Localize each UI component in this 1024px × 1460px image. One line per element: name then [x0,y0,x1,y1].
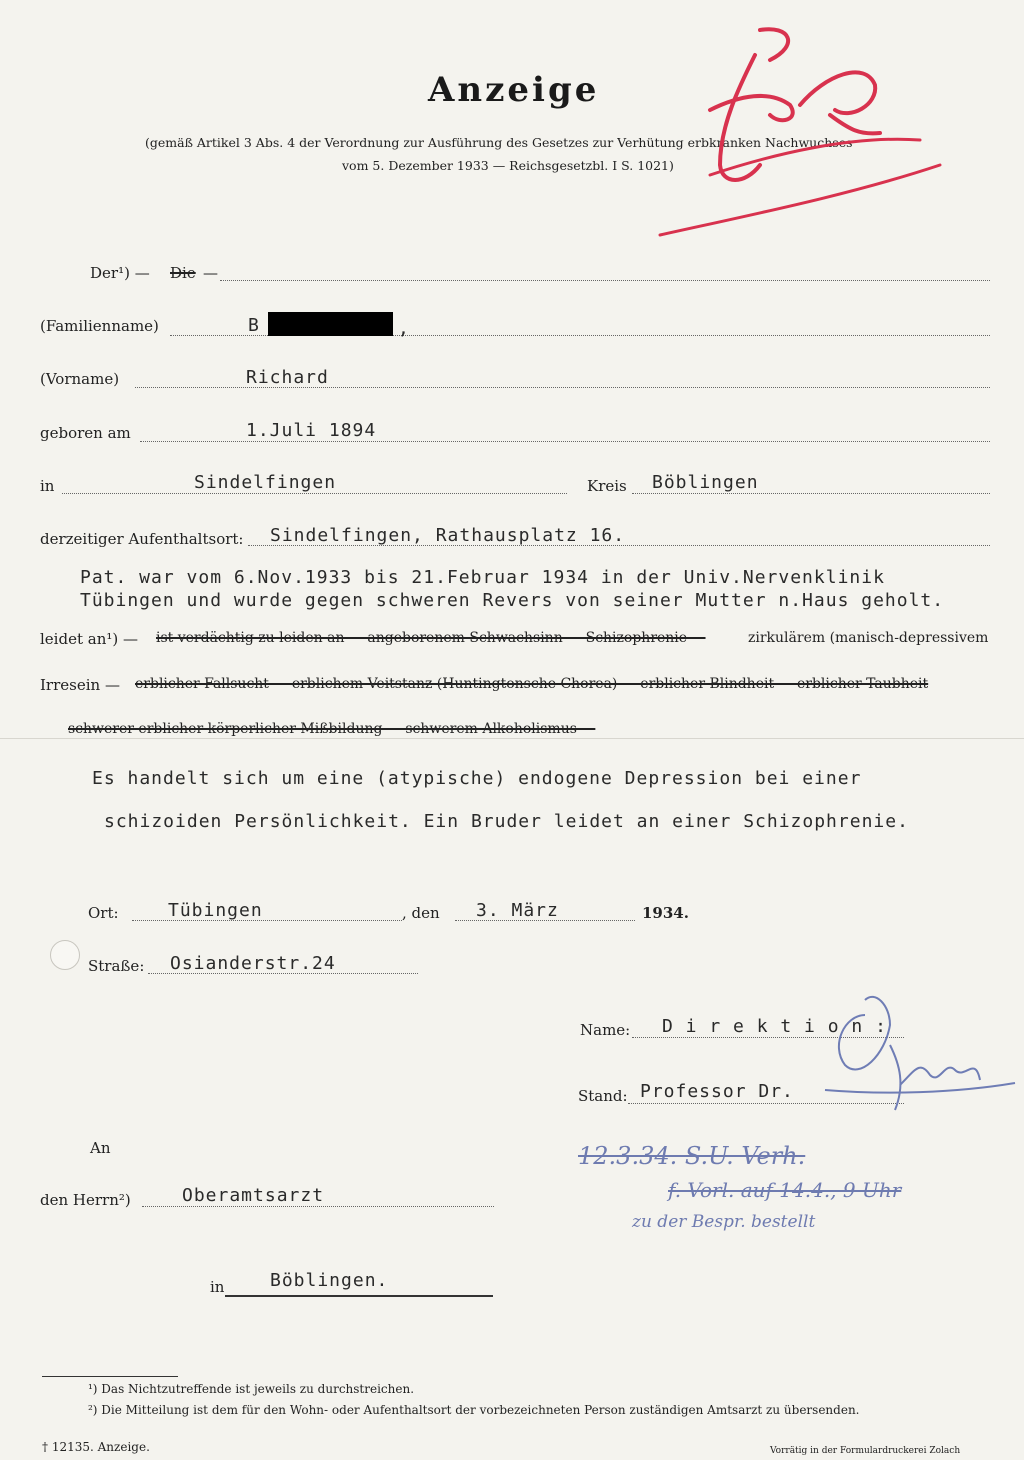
kreis-label: Kreis [587,477,627,495]
kreis-value: Böblingen [652,472,759,493]
in-value: Sindelfingen [194,472,337,493]
den-label: , den [402,904,440,922]
date-value: 3. März [476,900,559,921]
subtitle-line-1: (gemäß Artikel 3 Abs. 4 der Verordnung zur Ausführung des Gesetzes zur Verhütung erbkranken Nachwuchses [145,135,853,150]
leidet-kept-option: zirkulärem (manisch-depressivem [748,630,989,646]
redaction-bar [268,312,393,336]
page-title: Anzeige [428,70,600,110]
footnote-1: ¹) Das Nichtzutreffende ist jeweils zu durchstreichen. [88,1382,415,1396]
handwritten-note-2: f. Vorl. auf 14.4., 9 Uhr [668,1178,902,1202]
an-label: An [90,1139,111,1157]
vorname-label: (Vorname) [40,370,120,388]
in-label: in [40,477,55,495]
handwritten-note-1: 12.3.34. S.U. Verh. [578,1142,806,1170]
name-value: D i r e k t i o n : [662,1016,887,1037]
note-line-2: Tübingen und wurde gegen schweren Revers von seiner Mutter n.Haus geholt. [80,590,945,611]
subtitle-line-2: vom 5. Dezember 1933 — Reichsgesetzbl. I S. 1021) [342,158,674,173]
familienname-comma: , [398,318,410,339]
year-value: 1934. [642,904,689,922]
in-dotted-line [62,493,567,494]
irresein-struck-options: erblicher Fallsucht — erblichem Veitstanz (Huntingtonsche Chorea) — erblicher Blindheit — erblicher Taubheit [135,676,929,692]
familienname-label: (Familienname) [40,317,159,335]
form-number [42,1440,150,1454]
page-fold [0,738,1024,739]
note-line-1: Pat. war vom 6.Nov.1933 bis 21.Februar 1934 in der Univ.Nervenklinik [80,567,885,588]
in2-underline [225,1295,493,1297]
in2-value: Böblingen. [270,1270,389,1291]
der-dotted-line [220,280,990,281]
footnote-separator [42,1376,178,1377]
strasse-label: Straße: [88,957,145,975]
herrn-label: den Herrn²) [40,1191,131,1209]
der-dash: — [203,264,218,282]
stand-value: Professor Dr. [640,1081,794,1102]
geboren-dotted-line [140,441,990,442]
diagnosis-line-2: schizoiden Persönlichkeit. Ein Bruder leidet an einer Schizophrenie. [104,811,909,832]
herrn-dotted-line [142,1206,494,1207]
die-struck: Die [170,264,196,282]
aufenthalt-label: derzeitiger Aufenthaltsort: [40,530,244,548]
irresein-label: Irresein — [40,676,120,694]
familienname-value: B [248,315,260,336]
strasse-value: Osianderstr.24 [170,953,336,974]
handwritten-signature [805,985,1020,1125]
aufenthalt-value: Sindelfingen, Rathausplatz 16. [270,525,626,546]
dagger-icon: † [42,1440,48,1454]
ort-label: Ort: [88,904,119,922]
stand-label: Stand: [578,1087,628,1105]
leidet-label: leidet an¹) — [40,630,138,648]
form-number-text: 12135. Anzeige. [51,1440,150,1454]
handwritten-note-3: zu der Bespr. bestellt [632,1212,816,1232]
leidet-struck-options: ist verdächtig zu leiden an — angeborenem Schwachsinn — Schizophrenie — [156,630,706,646]
punch-hole [50,940,80,970]
footnote-2: ²) Die Mitteilung ist dem für den Wohn- oder Aufenthaltsort der vorbezeichneten Person zuständigen Amtsarzt zu übersenden. [88,1403,860,1417]
line3-struck-options: schwerer erblicher körperlicher Mißbildung — schwerem Alkoholismus — [68,721,596,737]
in2-label: in [210,1278,225,1296]
geboren-label: geboren am [40,424,131,442]
herrn-value: Oberamtsarzt [182,1185,325,1206]
vorname-value: Richard [246,367,329,388]
der-label: Der¹) — [90,264,150,282]
red-crayon-mark [650,15,950,245]
geboren-value: 1.Juli 1894 [246,420,377,441]
diagnosis-line-1: Es handelt sich um eine (atypische) endogene Depression bei einer [92,768,862,789]
name-label: Name: [580,1021,631,1039]
printer-note: Vorrätig in der Formulardruckerei Zolach [770,1446,961,1456]
ort-value: Tübingen [168,900,263,921]
kreis-dotted-line [632,493,990,494]
